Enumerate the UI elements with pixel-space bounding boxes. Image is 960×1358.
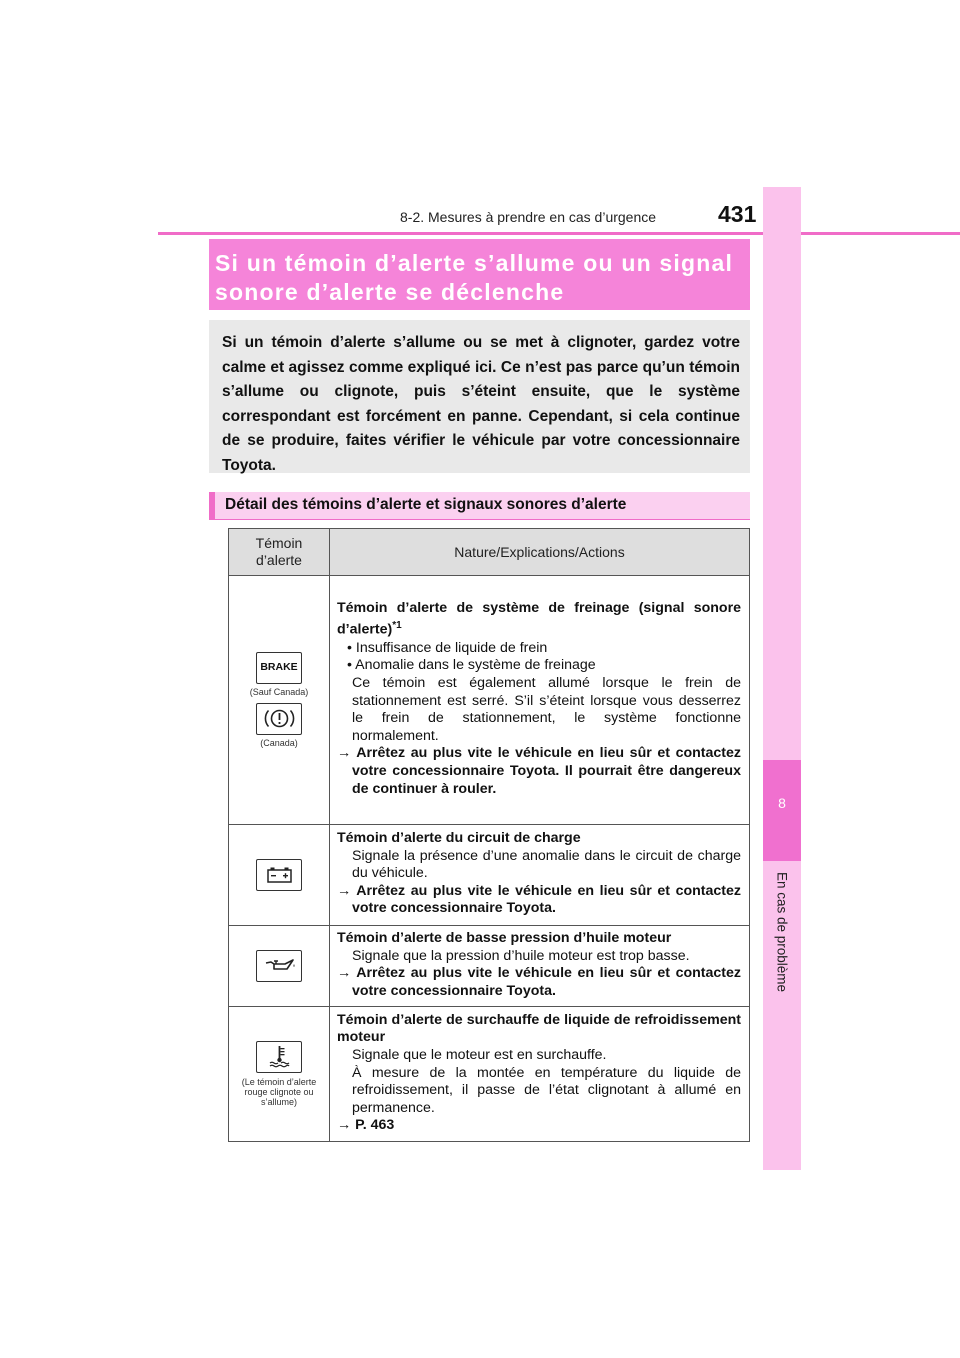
table-header-row (229, 529, 750, 576)
coolant-icon-cell (229, 1007, 330, 1142)
page-title-line-1: Si un témoin d’alerte s’allume ou un signal (215, 250, 734, 276)
battery-icon (256, 859, 302, 891)
brake-warning-icon (256, 652, 302, 684)
brake-body: Ce témoin est également allumé lorsque le frein de stationnement est serré. S’il s’éteint lorsque vous desserrez le frein de stationnement, le système fonctionne normalement. (352, 674, 741, 744)
chapter-label: En cas de problème (774, 871, 790, 993)
charge-title: Témoin d’alerte du circuit de charge (337, 830, 581, 847)
brake-footnote-marker: *1 (392, 620, 402, 632)
brake-action: → Arrêtez au plus vite le véhicule en lieu sûr et contactez votre concessionnaire Toyota. Il pourrait être dangereux de continuer à rouler. (337, 745, 741, 797)
chapter-number: 8 (778, 795, 786, 811)
oil-action: → Arrêtez au plus vite le véhicule en lieu sûr et contactez votre concessionnaire Toyota. (337, 965, 741, 999)
table-row-oil (229, 926, 750, 1007)
page-title (209, 239, 750, 310)
page-title-line-2: sonore d’alerte se déclenche (215, 279, 565, 305)
page-number: 431 (718, 201, 757, 227)
coolant-body-2: À mesure de la montée en température du liquide de refroidissement, il passe de l’état clignotant à allumé en permanence. (352, 1064, 741, 1116)
oil-pressure-icon (256, 950, 302, 982)
charge-action: → Arrêtez au plus vite le véhicule en lieu sûr et contactez votre concessionnaire Toyota. (337, 882, 741, 917)
section-subheading: Détail des témoins d’alerte et signaux sonores d’alerte (209, 492, 750, 519)
coolant-description (330, 1007, 750, 1142)
brake-description (330, 576, 750, 825)
intro-paragraph: Si un témoin d’alerte s’allume ou se met à clignoter, gardez votre calme et agissez comme expliqué ici. Ce n’est pas parce qu’un témoin s’allume ou clignote, puis s’éteint ensuite, que le système correspondant est forcément en panne. Cependant, si cela continue de se produire, faites vérifier le véhicule par votre concessionnaire Toyota. (209, 320, 750, 473)
brake-canada-icon (256, 703, 302, 735)
brake-caption-canada: (Canada) (260, 738, 298, 748)
oil-icon-cell (229, 926, 330, 1007)
brake-icon-cell (229, 576, 330, 825)
charge-body: Signale la présence d’une anomalie dans le circuit de charge du véhicule. (352, 847, 741, 882)
brake-title (337, 600, 741, 640)
coolant-body-1: Signale que le moteur est en surchauffe. (352, 1046, 607, 1063)
header-divider-right (800, 232, 960, 235)
coolant-action-page-ref[interactable]: → P. 463 (337, 1117, 395, 1134)
charge-description (330, 825, 750, 926)
header-col1-line2: d’alerte (256, 552, 302, 568)
warning-lights-table (228, 528, 750, 1142)
table-row-brake (229, 576, 750, 825)
header-details: Nature/Explications/Actions (330, 529, 750, 576)
header-warning-light (229, 529, 330, 576)
subheading-rule (209, 519, 750, 520)
chapter-tab (763, 187, 801, 1170)
charge-icon-cell (229, 825, 330, 926)
section-header: 8-2. Mesures à prendre en cas d’urgence (400, 209, 657, 225)
header-col1-line1: Témoin (255, 535, 303, 551)
brake-title-text: Témoin d’alerte de système de freinage (signal sonore d’alerte) (337, 599, 741, 639)
table-row-coolant (229, 1007, 750, 1142)
coolant-title: Témoin d’alerte de surchauffe de liquide de refroidissement moteur (337, 1011, 741, 1046)
oil-body: Signale que la pression d’huile moteur est trop basse. (352, 947, 690, 964)
brake-bullet-2: • Anomalie dans le système de freinage (347, 657, 596, 674)
brake-caption-except-canada: (Sauf Canada) (249, 687, 309, 697)
header-divider (158, 232, 801, 235)
brake-icon-text: BRAKE (260, 661, 298, 673)
oil-description (330, 926, 750, 1007)
coolant-caption: (Le témoin d’alerte rouge clignote ou s’allume) (241, 1077, 317, 1108)
oil-title: Témoin d’alerte de basse pression d’huile moteur (337, 930, 672, 946)
table-row-charge (229, 825, 750, 926)
brake-bullet-1: • Insuffisance de liquide de frein (347, 639, 548, 656)
coolant-temperature-icon (256, 1041, 302, 1073)
